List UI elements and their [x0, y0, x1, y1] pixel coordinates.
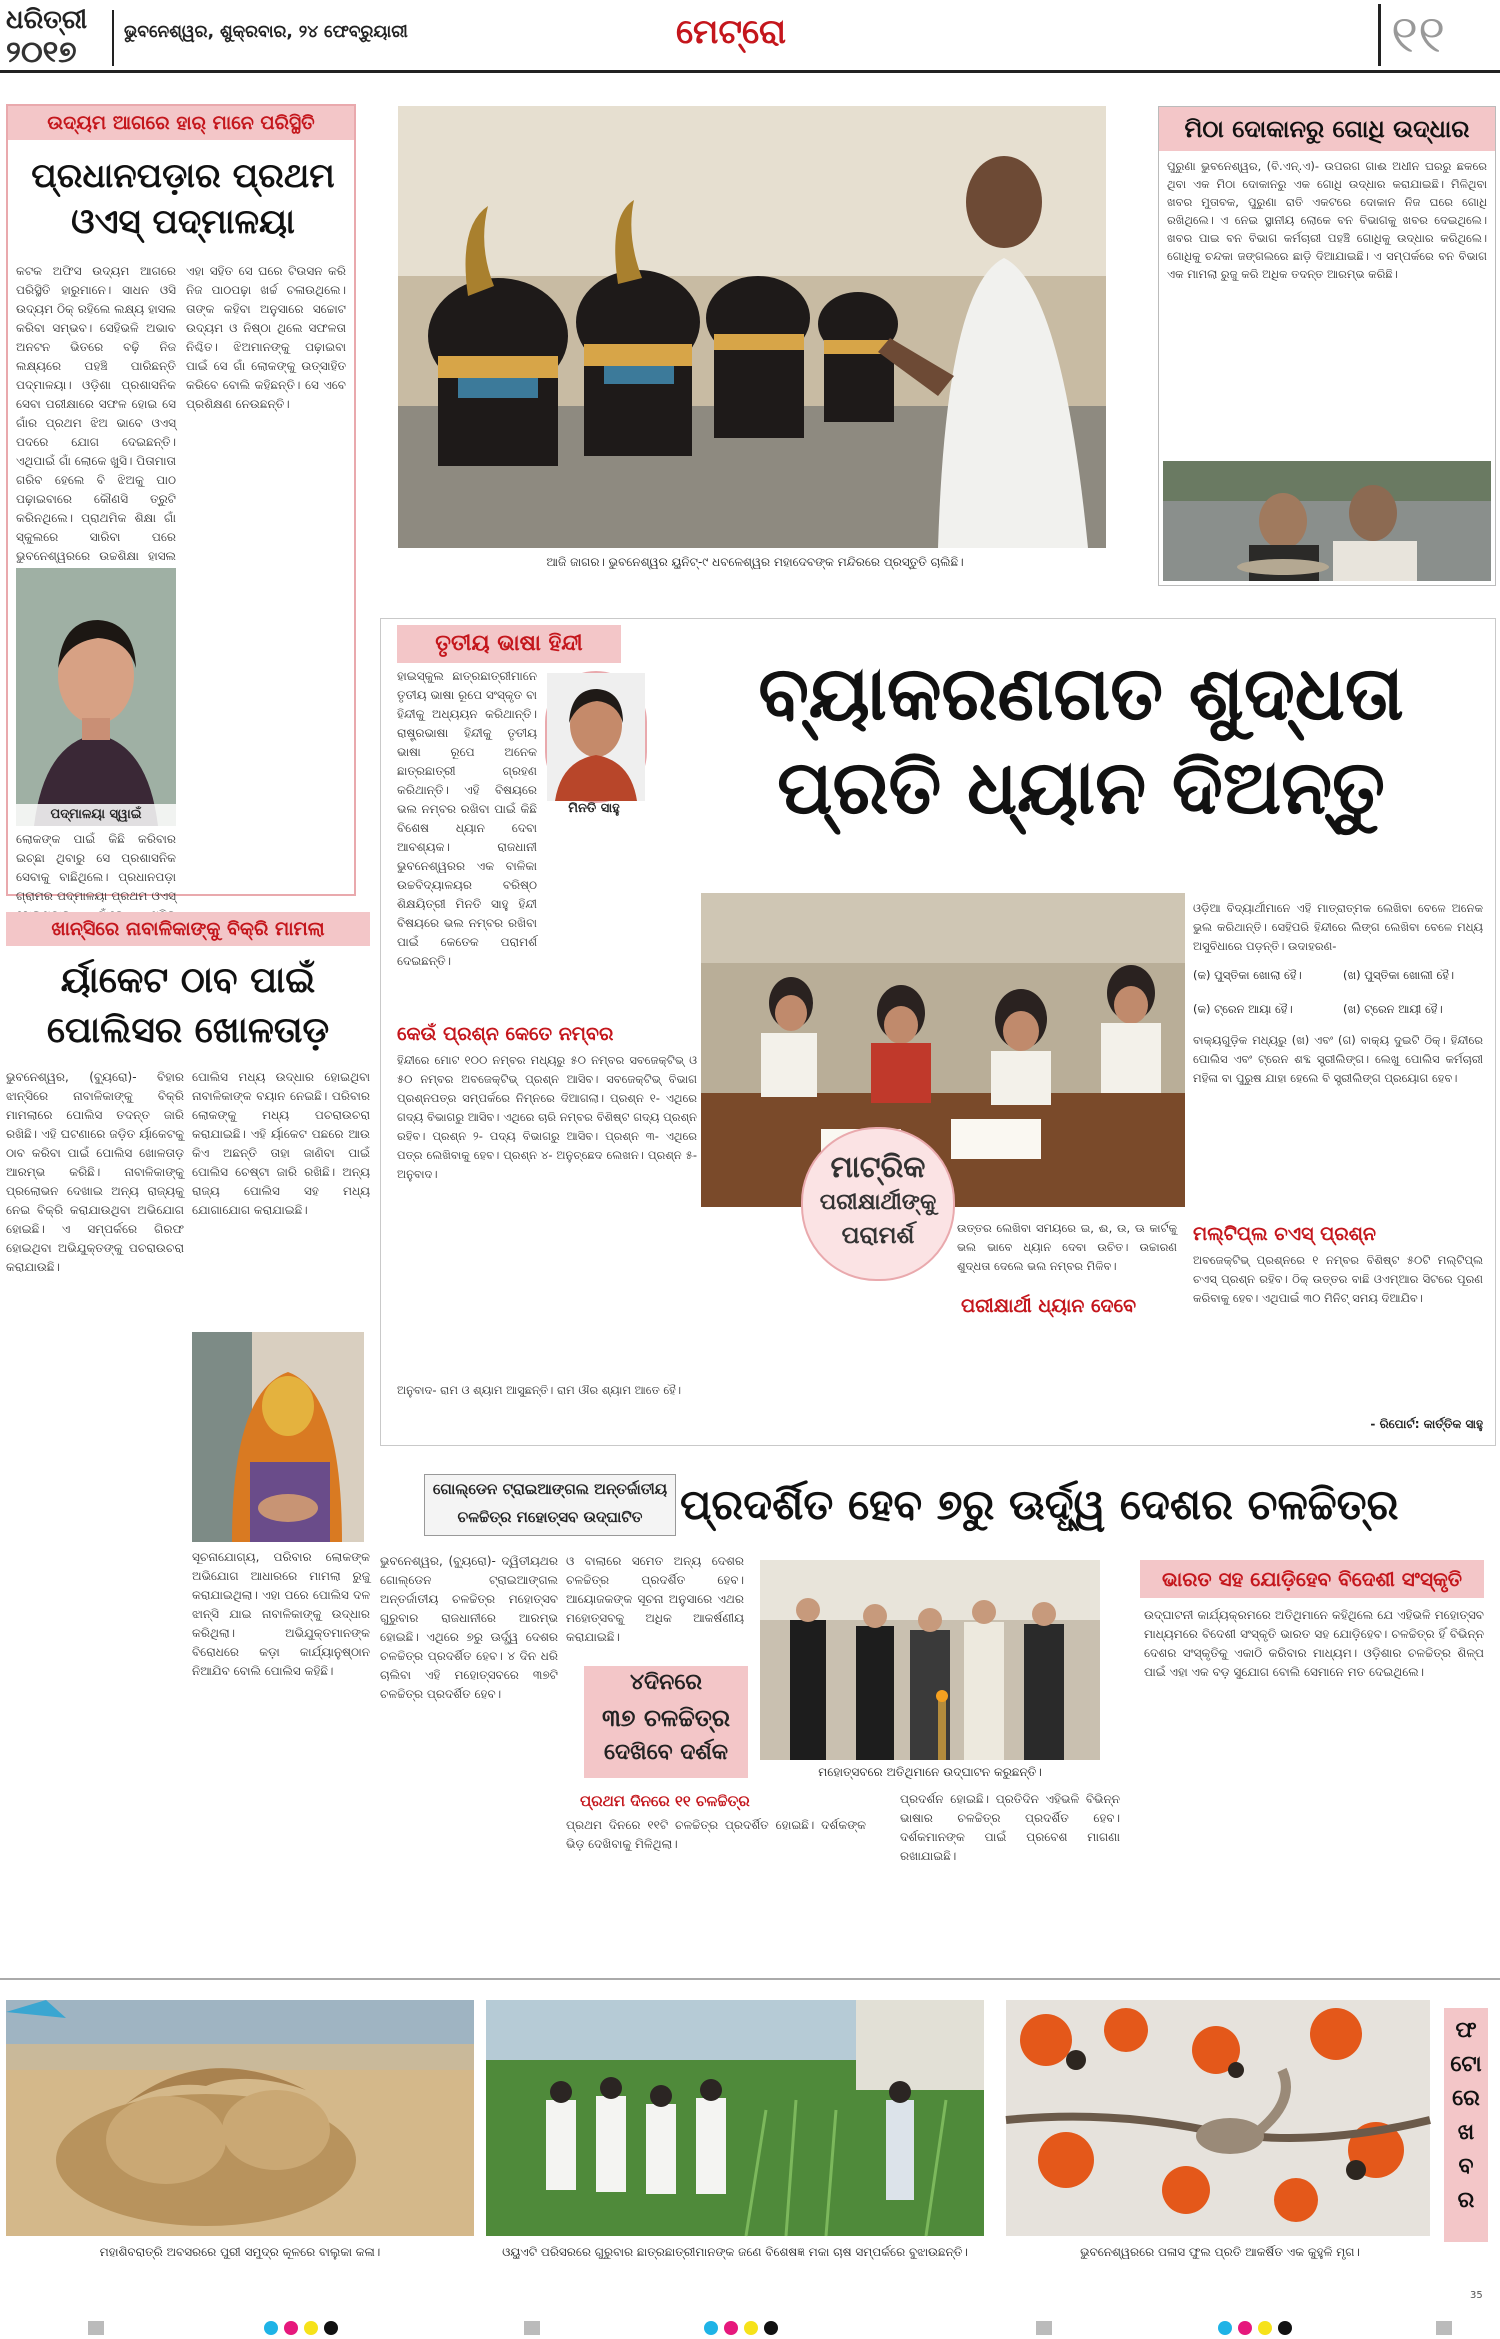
story-film-kicker: [424, 1474, 676, 1536]
side-label-char-1: ଫ: [1455, 2018, 1477, 2043]
masthead-rule: [0, 70, 1500, 73]
story-grammar-marks-body: ହିନ୍ଦୀରେ ମୋଟ ୧୦୦ ନମ୍ବର ମଧ୍ୟରୁ ୫୦ ନମ୍ବର ସବଜେକ୍ଟିଭ୍ ଓ ୫୦ ନମ୍ବର ଅବଜେକ୍ଟିଭ୍ ପ୍ରଶ୍ନ ଆସିବ। ସବଜେକ୍ଟିଭ୍ ବିଭାଗ ପ୍ରଶ୍ନପତ୍ର ସମ୍ପର୍କରେ ନିମ୍ନରେ ଦିଆଗଲା। ପ୍ରଶ୍ନ ୧- ଏଥିରେ ଗଦ୍ୟ ବିଭାଗରୁ ଆସିବ। ଏଥିରେ ଚାରି ନମ୍ବର ବିଶିଷ୍ଟ ଗଦ୍ୟ ପ୍ରଶ୍ନ ରହିବ। ପ୍ରଶ୍ନ ୨- ପଦ୍ୟ ବିଭାଗରୁ ଆସିବ। ପ୍ରଶ୍ନ ୩- ଏଥିରେ ପତ୍ର ଲେଖିବାକୁ ହେବ। ପ୍ରଶ୍ନ ୪- ଅନୁଚ୍ଛେଦ ଲେଖନ। ପ୍ରଶ୍ନ ୫- ଅନୁବାଦ।: [397, 1053, 697, 1181]
story-grammar-example: ଅନୁବାଦ- ରାମ ଓ ଶ୍ୟାମ ଆସୁଛନ୍ତି। ରାମ ଔର ଶ୍ୟାମ ଆତେ ହୈ।: [397, 1383, 682, 1397]
matric-badge-line-3: ପରାମର୍ଶ: [841, 1221, 915, 1249]
dateline: ଭୁବନେଶ୍ୱର, ଶୁକ୍ରବାର, ୨୪ ଫେବ୍ରୁୟାରୀ: [124, 22, 408, 42]
portrait-caption: ପଦ୍ମାଳୟା ସ୍ୱାଇଁ: [16, 804, 176, 826]
story-grammar-right-body-2: ବାକ୍ୟଗୁଡ଼ିକ ମଧ୍ୟରୁ (ଖ) ଏବଂ (ଗ) ବାକ୍ୟ ଦୁଇଟି ଠିକ୍। ହିନ୍ଦୀରେ ପୋଲିସ ଏବଂ ଟ୍ରେନ ଶବ୍ଦ ସ୍ତ୍ରୀଲିଙ୍ଗ। ଲେଖୁ ପୋଲିସ କର୍ମଚାରୀ ମହିଳା ବା ପୁରୁଷ ଯାହା ହେଲେ ବି ସ୍ତ୍ରୀଲିଙ୍ଗ ପ୍ରୟୋଗ ହେବ।: [1193, 1033, 1483, 1085]
story-film-body-1: ଭୁବନେଶ୍ୱର, (ବ୍ୟୁରୋ)- ଦ୍ୱିତୀୟଥର ଗୋଲ୍ଡେନ ଟ୍ରାଇଆଙ୍ଗଲ ଅନ୍ତର୍ଜାତୀୟ ଚଳଚ୍ଚିତ୍ର ମହୋତ୍ସବ ଗୁରୁବାର ରାଜଧାନୀରେ ଆରମ୍ଭ ହୋଇଛି। ଏଥିରେ ୭ରୁ ଊର୍ଦ୍ଧ୍ୱ ଦେଶର ଚଳଚ୍ଚିତ୍ର ପ୍ରଦର୍ଶିତ ହେବ। ୪ ଦିନ ଧରି ଚାଲିବା ଏହି ମହୋତ୍ସବରେ ୩୭ଟି ଚଳଚ୍ଚିତ୍ର ପ୍ରଦର୍ଶିତ ହେବ।: [380, 1554, 558, 1701]
film-stat-line-2: ୩୭ ଚଳଚ୍ଚିତ୍ର: [601, 1704, 731, 1732]
story-tortoise-headline: ମିଠା ଦୋକାନରୁ ଗୋଧି ଉଦ୍ଧାର: [1159, 107, 1495, 151]
side-label-char-6: ର: [1457, 2188, 1475, 2213]
story-school-body-1: କଟକ ଅଫିସ ଉଦ୍ୟମ ଆଗରେ ପରିସ୍ଥିତି ହାରୁମାନେ। ସାଧନ ଓସି ଉଦ୍ୟମ ଠିକ୍ ରହିଲେ ଲକ୍ଷ୍ୟ ହାସଲ କରିବା ସମ୍ଭବ। ସେହିଭଳି ଅଭାବ ଅନଟନ ଭିତରେ ବଢ଼ି ନିଜ ଲକ୍ଷ୍ୟରେ ପହଞ୍ଚି ପାରିଛନ୍ତି ପଦ୍ମାଳୟା। ଓଡ଼ିଶା ପ୍ରଶାସନିକ ସେବା ପରୀକ୍ଷାରେ ସଫଳ ହୋଇ ସେ ଗାଁର ପ୍ରଥମ ଝିଅ ଭାବେ ଓଏସ୍ ପଦରେ ଯୋଗ ଦେଇଛନ୍ତି। ଏଥିପାଇଁ ଗାଁ ଲୋକେ ଖୁସି। ପିତାମାତା ଗରିବ ହେଲେ ବି ଝିଅକୁ ପାଠ ପଢ଼ାଇବାରେ କୌଣସି ତ୍ରୁଟି କରିନଥିଲେ। ପ୍ରାଥମିକ ଶିକ୍ଷା ଗାଁ ସ୍କୁଲରେ ସାରିବା ପରେ ଭୁବନେଶ୍ୱରରେ ଉଚ୍ଚଶିକ୍ଷା ହାସଲ: [16, 264, 176, 563]
side-label-char-3: ରେ: [1452, 2086, 1480, 2111]
teacher-photo: [545, 671, 647, 803]
story-bharat-body: ଉଦ୍‌ଘାଟନୀ କାର୍ଯ୍ୟକ୍ରମରେ ଅତିଥିମାନେ କହିଥିଲେ ଯେ ଏହିଭଳି ମହୋତ୍ସବ ମାଧ୍ୟମରେ ବିଦେଶୀ ସଂସ୍କୃତି ଭାରତ ସହ ଯୋଡ଼ିହେବ। ଚଳଚ୍ଚିତ୍ର ହିଁ ବିଭିନ୍ନ ଦେଶର ସଂସ୍କୃତିକୁ ଏକାଠି କରିବାର ମାଧ୍ୟମ। ଓଡ଼ିଶାର ଚଳଚ୍ଚିତ୍ର ଶିଳ୍ପ ପାଇଁ ଏହା ଏକ ବଡ଼ ସୁଯୋଗ ବୋଲି ସେମାନେ ମତ ଦେଇଥିଲେ।: [1144, 1608, 1484, 1679]
story-racket-body-1: ଭୁବନେଶ୍ୱର, (ବ୍ୟୁରୋ)- ବିହାର ଝାନ୍ସିରେ ନାବାଳିକାଙ୍କୁ ବିକ୍ରି ମାମଲାରେ ପୋଲିସ ତଦନ୍ତ ଜାରି ରଖିଛି। ଏହି ଘଟଣାରେ ଜଡ଼ିତ ର୍ୟାକେଟକୁ ଠାବ କରିବା ପାଇଁ ପୋଲିସ ଖୋଳତାଡ଼ ଆରମ୍ଭ କରିଛି। ନାବାଳିକାଙ୍କୁ ପ୍ରଲୋଭନ ଦେଖାଇ ଅନ୍ୟ ରାଜ୍ୟକୁ ନେଇ ବିକ୍ରି କରାଯାଉଥିବା ଅଭିଯୋଗ ହୋଇଛି। ଏ ସମ୍ପର୍କରେ ଗିରଫ ହୋଇଥିବା ଅଭିଯୁକ୍ତଙ୍କୁ ପଚରାଉଚରା କରାଯାଉଛି।: [6, 1070, 184, 1274]
sand-art-photo: [6, 2000, 474, 2236]
story-racket-kicker: ଖାନ୍ସିରେ ନାବାଳିକାଙ୍କୁ ବିକ୍ରି ମାମଲା: [6, 912, 370, 946]
cyan-mark: [704, 2321, 718, 2335]
film-photo-caption: ମହୋତ୍ସବରେ ଅତିଥିମାନେ ଉଦ୍‌ଘାଟନ କରୁଛନ୍ତି।: [818, 1765, 1042, 1779]
photo-feature-side-label: [1444, 2008, 1488, 2242]
side-label-char-5: ବ: [1458, 2154, 1474, 2179]
veiled-girl-illustration: [192, 1332, 364, 1542]
story-school-headline-1: ପ୍ରଧାନପଡ଼ାର ପ୍ରଥମ: [31, 156, 335, 196]
story-grammar-right-body: ଓଡ଼ିଆ ବିଦ୍ୟାର୍ଥୀମାନେ ଏହି ମାତ୍ରାତ୍ମକ ଲେଖିବା ବେଳେ ଅନେକ ଭୁଲ କରିଥାନ୍ତି। ସେହିପରି ହିନ୍ଦୀରେ ଲିଙ୍ଗ ଲେଖିବା ବେଳେ ମଧ୍ୟ ଅସୁବିଧାରେ ପଡ଼ନ୍ତି। ଉଦାହରଣ-: [1193, 901, 1483, 953]
page-marker: 35: [1470, 2290, 1483, 2301]
girl-photo: [192, 1332, 364, 1542]
story-film-day1-body: ପ୍ରଥମ ଦିନରେ ୧୧ଟି ଚଳଚ୍ଚିତ୍ର ପ୍ରଦର୍ଶିତ ହୋଇଛି। ଦର୍ଶକଙ୍କ ଭିଡ଼ ଦେଖିବାକୁ ମିଳିଥିଲା।: [566, 1818, 866, 1851]
masthead: [0, 0, 1500, 80]
story-grammar-headline-1: ବ୍ୟାକରଣଗତ ଶୁଦ୍ଧତା: [758, 651, 1404, 737]
yellow-mark: [1258, 2321, 1272, 2335]
sand-art-illustration: [6, 2000, 474, 2236]
story-school-body-2: ଏହା ସହିତ ସେ ଘରେ ଟିଉସନ କରି ନିଜ ପାଠପଢ଼ା ଖର୍ଚ୍ଚ ଚଳାଉଥିଲେ। ତାଙ୍କ କହିବା ଅନୁସାରେ ସଚ୍ଚୋଟ ଉଦ୍ୟମ ଓ ନିଷ୍ଠା ଥିଲେ ସଫଳତା ନିଶ୍ଚିତ। ଝିଅମାନଙ୍କୁ ପଢ଼ାଇବା ପାଇଁ ସେ ଗାଁ ଲୋକଙ୍କୁ ଉତ୍ସାହିତ କରିବେ ବୋଲି କହିଛନ୍ତି। ସେ ଏବେ ପ୍ରଶିକ୍ଷଣ ନେଉଛନ୍ତି।: [186, 264, 346, 411]
squirrel-flower-caption: ଭୁବନେଶ୍ୱରରେ ପଳାସ ଫୁଲ ପ୍ରତି ଆକର୍ଷିତ ଏକ କୁହୁଳି ମୃଗ।: [1080, 2245, 1360, 2259]
gray-swatch: [1436, 2321, 1452, 2335]
magenta-mark: [724, 2321, 738, 2335]
story-grammar-headline-2: ପ୍ରତି ଧ୍ୟାନ ଦିଅନ୍ତୁ: [777, 745, 1385, 831]
story-grammar: [380, 618, 1496, 1446]
story-film-body-3: ପ୍ରଦର୍ଶନ ହୋଇଛି। ପ୍ରତିଦିନ ଏହିଭଳି ବିଭିନ୍ନ ଭାଷାର ଚଳଚ୍ଚିତ୍ର ପ୍ରଦର୍ଶିତ ହେବ। ଦର୍ଶକମାନଙ୍କ ପାଇଁ ପ୍ରବେଶ ମାଗଣା ରଖାଯାଇଛି।: [900, 1792, 1120, 1863]
sand-art-caption: ମହାଶିବରାତ୍ରି ଅବସରରେ ପୁରୀ ସମୁଦ୍ର କୂଳରେ ବାଲୁକା କଳା।: [99, 2245, 381, 2259]
story-racket-body-2: ପୋଲିସ ମଧ୍ୟ ଉଦ୍ଧାର ହୋଇଥିବା ନାବାଳିକାଙ୍କ ବୟାନ ନେଇଛି। ପରିବାର ଲୋକଙ୍କୁ ମଧ୍ୟ ପଚରାଉଚରା କରାଯାଇଛି। ଏହି ର୍ୟାକେଟ ପଛରେ ଆଉ କିଏ ଅଛନ୍ତି ତାହା ଜାଣିବା ପାଇଁ ପୋଲିସ ଚେଷ୍ଟା ଜାରି ରଖିଛି। ଅନ୍ୟ ରାଜ୍ୟ ପୋଲିସ ସହ ମଧ୍ୟ ଯୋଗାଯୋଗ କରାଯାଇଛି।: [192, 1070, 370, 1217]
story-grammar-center-body: ଉତ୍ତର ଲେଖିବା ସମୟରେ ଇ, ଈ, ଉ, ଊ କାର୍ଟକୁ ଭଲ ଭାବେ ଧ୍ୟାନ ଦେବା ଉଚିତ। ଉଚ୍ଚାରଣ ଶୁଦ୍ଧତା ଦେଲେ ଭଲ ନମ୍ବର ମିଳିବ।: [957, 1221, 1177, 1273]
footer: [0, 2290, 1500, 2339]
film-stat-box: [584, 1666, 748, 1778]
black-mark: [764, 2321, 778, 2335]
story-film-kicker-1: ଗୋଲ୍ଡେନ ଟ୍ରାଇଆଙ୍ଗଲ ଅନ୍ତର୍ଜାତୀୟ: [432, 1480, 668, 1498]
story-grammar-byline: - ରିପୋର୍ଟ: କାର୍ତ୍ତିକ ସାହୁ: [1370, 1417, 1483, 1431]
logo-year: ୨୦୧୭: [6, 35, 77, 70]
squirrel-flower-photo: [1006, 2000, 1430, 2236]
registration-marks-2: [704, 2320, 784, 2339]
tortoise-rescue-illustration: [1163, 461, 1491, 581]
story-grammar-intro: ହାଇସ୍କୁଲ ଛାତ୍ରଛାତ୍ରୀମାନେ ତୃତୀୟ ଭାଷା ରୂପେ ସଂସ୍କୃତ ବା ହିନ୍ଦୀକୁ ଅଧ୍ୟୟନ କରିଥାନ୍ତି। ରାଷ୍ଟ୍ରଭାଷା ହିନ୍ଦୀକୁ ତୃତୀୟ ଭାଷା ରୂପେ ଅନେକ ଛାତ୍ରଛାତ୍ରୀ ଗ୍ରହଣ କରିଥାନ୍ତି। ଏହି ବିଷୟରେ ଭଲ ନମ୍ବର ରଖିବା ପାଇଁ କିଛି ବିଶେଷ ଧ୍ୟାନ ଦେବା ଆବଶ୍ୟକ। ରାଜଧାନୀ ଭୁବନେଶ୍ୱରର ଏକ ବାଳିକା ଉଚ୍ଚବିଦ୍ୟାଳୟର ବରିଷ୍ଠ ଶିକ୍ଷୟିତ୍ରୀ ମିନତି ସାହୁ ହିନ୍ଦୀ ବିଷୟରେ ଭଲ ନମ୍ବର ରଖିବା ପାଇଁ କେତେକ ପରାମର୍ଶ ଦେଇଛନ୍ତି।: [397, 669, 537, 968]
story-racket: [6, 912, 370, 1982]
registration-marks-left: [88, 2320, 104, 2339]
story-school-body-3: ଲୋକଙ୍କ ପାଇଁ କିଛି କରିବାର ଇଚ୍ଛା ଥିବାରୁ ସେ ପ୍ରଶାସନିକ ସେବାକୁ ବାଛିଥିଲେ। ପ୍ରଧାନପଡ଼ା ଗ୍ରାମର ପଦ୍ମାଳୟା ପ୍ରଥମ ଓଏସ୍: [16, 832, 176, 903]
magenta-mark: [1238, 2321, 1252, 2335]
example-1: (କ) ପୁସ୍ତିକା ଖୋଲା ହୈ।: [1193, 968, 1302, 982]
story-tortoise: [1158, 106, 1496, 586]
story-grammar-subhead-exam: ପରୀକ୍ଷାର୍ଥୀ ଧ୍ୟାନ ଦେବେ: [961, 1295, 1181, 1317]
registration-marks-mid: [524, 2320, 540, 2339]
yellow-mark: [744, 2321, 758, 2335]
grammar-examples: [1193, 965, 1483, 1025]
story-school: [6, 104, 356, 903]
section-title: ମେଟ୍ରୋ: [676, 12, 787, 52]
story-grammar-mcq-body: ଅବଜେକ୍ଟିଭ୍ ପ୍ରଶ୍ନରେ ୧ ନମ୍ବର ବିଶିଷ୍ଟ ୫୦ଟି ମଲ୍ଟିପ୍‌ଲ ଚଏସ୍ ପ୍ରଶ୍ନ ରହିବ। ଠିକ୍ ଉତ୍ତର ବାଛି ଓଏମ୍ଆର ସିଟରେ ପୂରଣ କରିବାକୁ ହେବ। ଏଥିପାଇଁ ୩୦ ମିନିଟ୍ ସମୟ ଦିଆଯିବ।: [1193, 1253, 1483, 1305]
story-tortoise-body: ପୁରୁଣା ଭୁବନେଶ୍ୱର, (ବି.ଏନ୍.ଏ)- ଉପରଗ ଗାଈ ଅଧୀନ ଘରରୁ ଛକରେ ଥିବା ଏକ ମିଠା ଦୋକାନରୁ ଏକ ଗୋଧି ଉଦ୍ଧାର କରାଯାଇଛି। ମିଳିଥିବା ଖବର ମୁତାବକ, ପୁରୁଣା ରାତି ଏକଟରେ ଦୋକାନ ନିଜ ଘରେ ଗୋଧି ରଖିଥିଲେ। ଏ ନେଇ ସ୍ଥାନୀୟ ଲୋକେ ବନ ବିଭାଗକୁ ଖବର ଦେଇଥିଲେ। ଖବର ପାଇ ବନ ବିଭାଗ କର୍ମଚାରୀ ପହଞ୍ଚି ଗୋଧିକୁ ଉଦ୍ଧାର କରିଥିଲେ। ଗୋଧିକୁ ଚନ୍ଦକା ଜଙ୍ଗଲରେ ଛାଡ଼ି ଦିଆଯାଇଛି। ଏ ସମ୍ପର୍କରେ ବନ ବିଭାଗ ଏକ ମାମଲା ରୁଜୁ କରି ଅଧିକ ତଦନ୍ତ ଆରମ୍ଭ କରିଛି।: [1167, 159, 1487, 281]
maize-field-illustration: [486, 2000, 984, 2236]
page-number-box: [1378, 4, 1491, 66]
story-film-subhead-day1: ପ୍ରଥମ ଦିନରେ ୧୧ ଚଳଚ୍ଚିତ୍ର: [580, 1792, 750, 1810]
logo: [6, 4, 106, 74]
story-racket-body-3: ସୂଚନାଯୋଗ୍ୟ, ପରିବାର ଲୋକଙ୍କ ଅଭିଯୋଗ ଆଧାରରେ ମାମଲା ରୁଜୁ କରାଯାଇଥିଲା। ଏହା ପରେ ପୋଲିସ ଦଳ ଝାନ୍ସି ଯାଇ ନାବାଳିକାଙ୍କୁ ଉଦ୍ଧାର କରିଥିଲା। ଅଭିଯୁକ୍ତମାନଙ୍କ ବିରୋଧରେ କଡ଼ା କାର୍ଯ୍ୟାନୁଷ୍ଠାନ ନିଆଯିବ ବୋଲି ପୋଲିସ କହିଛି।: [192, 1550, 370, 1678]
registration-marks-far-right: [1436, 2320, 1452, 2339]
side-label-char-2: ଟୋ: [1450, 2052, 1482, 2077]
shivalinga-illustration: [398, 106, 1106, 548]
maize-field-photo: [486, 2000, 984, 2236]
magenta-mark: [284, 2321, 298, 2335]
logo-name: ଧରିତ୍ରୀ: [6, 5, 88, 35]
registration-marks-3: [1218, 2320, 1298, 2339]
story-bharat-headline: ଭାରତ ସହ ଯୋଡ଼ିହେବ ବିଦେଶୀ ସଂସ୍କୃତି: [1140, 1560, 1484, 1598]
story-racket-headline-1: ର୍ୟାକେଟ ଠାବ ପାଇଁ: [60, 960, 316, 1001]
matric-badge-line-2: ପରୀକ୍ଷାର୍ଥୀଙ୍କୁ: [819, 1190, 937, 1215]
example-4: (ଖ) ଟ୍ରେନ ଆୟୀ ହୈ।: [1343, 1002, 1443, 1016]
story-grammar-kicker: ତୃତୀୟ ଭାଷା ହିନ୍ଦୀ: [397, 625, 621, 663]
example-2: (ଖ) ପୁସ୍ତିକା ଖୋଲୀ ହୈ।: [1343, 968, 1455, 982]
squirrel-palash-illustration: [1006, 2000, 1430, 2236]
teacher-caption: ମିନତି ସାହୁ: [568, 801, 620, 816]
gray-swatch: [524, 2321, 540, 2335]
cyan-mark: [264, 2321, 278, 2335]
film-inauguration-photo: [760, 1560, 1100, 1760]
shivalinga-photo: [398, 106, 1106, 548]
story-film-headline: ପ୍ରଦର୍ଶିତ ହେବ ୭ରୁ ଊର୍ଦ୍ଧ୍ୱ ଦେଶର ଚଳଚ୍ଚିତ୍ର: [680, 1480, 1399, 1529]
gray-swatch: [1036, 2321, 1052, 2335]
black-mark: [324, 2321, 338, 2335]
example-3: (କ) ଟ୍ରେନ ଆୟା ହୈ।: [1193, 1002, 1293, 1016]
story-grammar-subhead-marks: କେଉଁ ପ୍ରଶ୍ନ କେତେ ନମ୍ବର: [397, 1023, 614, 1045]
registration-marks-1: [264, 2320, 344, 2339]
story-film-body-2: ଓ ବାଲାରେ ସମେତ ଅନ୍ୟ ଦେଶର ଚଳଚ୍ଚିତ୍ର ପ୍ରଦର୍ଶିତ ହେବ। ଆୟୋଜକଙ୍କ ସୂଚନା ଅନୁସାରେ ଏଥର ମହୋତ୍ସବକୁ ଅଧିକ ଆକର୍ଷଣୀୟ କରାଯାଇଛି।: [566, 1554, 744, 1644]
story-school-headline-2: ଓଏସ୍ ପଦ୍ମାଳୟା: [71, 202, 295, 242]
shivalinga-caption: ଆଜି ଜାଗର। ଭୁବନେଶ୍ୱର ୟୁନିଟ୍-୯ ଧବଳେଶ୍ୱର ମହାଦେବଙ୍କ ମନ୍ଦିରରେ ପ୍ରସ୍ତୁତି ଚାଲିଛି।: [546, 555, 964, 569]
story-bharat: [1140, 1560, 1494, 1894]
story-grammar-subhead-mcq: ମଲ୍ଟିପ୍‌ଲ ଚଏସ୍ ପ୍ରଶ୍ନ: [1193, 1223, 1376, 1245]
teacher-portrait-illustration: [547, 673, 645, 801]
portrait-photo: [16, 568, 176, 826]
registration-marks-right: [1036, 2320, 1052, 2339]
story-racket-headline-2: ପୋଲିସର ଖୋଳତାଡ଼: [46, 1010, 330, 1051]
film-stat-line-1: ୪ଦିନରେ: [629, 1670, 703, 1695]
film-stat-line-3: ଦେଖିବେ ଦର୍ଶକ: [603, 1740, 729, 1765]
matric-badge: [801, 1127, 955, 1281]
story-film-kicker-2: ଚଳଚ୍ଚିତ୍ର ମହୋତ୍ସବ ଉଦ୍‌ଘାଟିତ: [457, 1508, 643, 1526]
yellow-mark: [304, 2321, 318, 2335]
black-mark: [1278, 2321, 1292, 2335]
woman-portrait-illustration: [16, 568, 176, 826]
story-school-kicker: ଉଦ୍ୟମ ଆଗରେ ହାର୍ ମାନେ ପରିସ୍ଥିତି: [8, 106, 354, 140]
tortoise-photo: [1163, 461, 1491, 581]
side-label-char-4: ଖ: [1457, 2120, 1475, 2145]
gray-swatch: [88, 2321, 104, 2335]
maize-field-caption: ଓୟୁଏଟି ପରିସରରେ ଗୁରୁବାର ଛାତ୍ରଛାତ୍ରୀମାନଙ୍କ ଜଣେ ବିଶେଷଜ୍ଞ ମକା ଚାଷ ସମ୍ପର୍କରେ ବୁଝାଉଛନ୍ତି।: [502, 2245, 968, 2259]
page-number: ୧୧: [1391, 5, 1446, 65]
inauguration-illustration: [760, 1560, 1100, 1760]
photo-feature-rule: [0, 1978, 1500, 1980]
cyan-mark: [1218, 2321, 1232, 2335]
masthead-divider: [112, 10, 114, 66]
matric-badge-line-1: ମାଟ୍ରିକ: [830, 1150, 926, 1185]
